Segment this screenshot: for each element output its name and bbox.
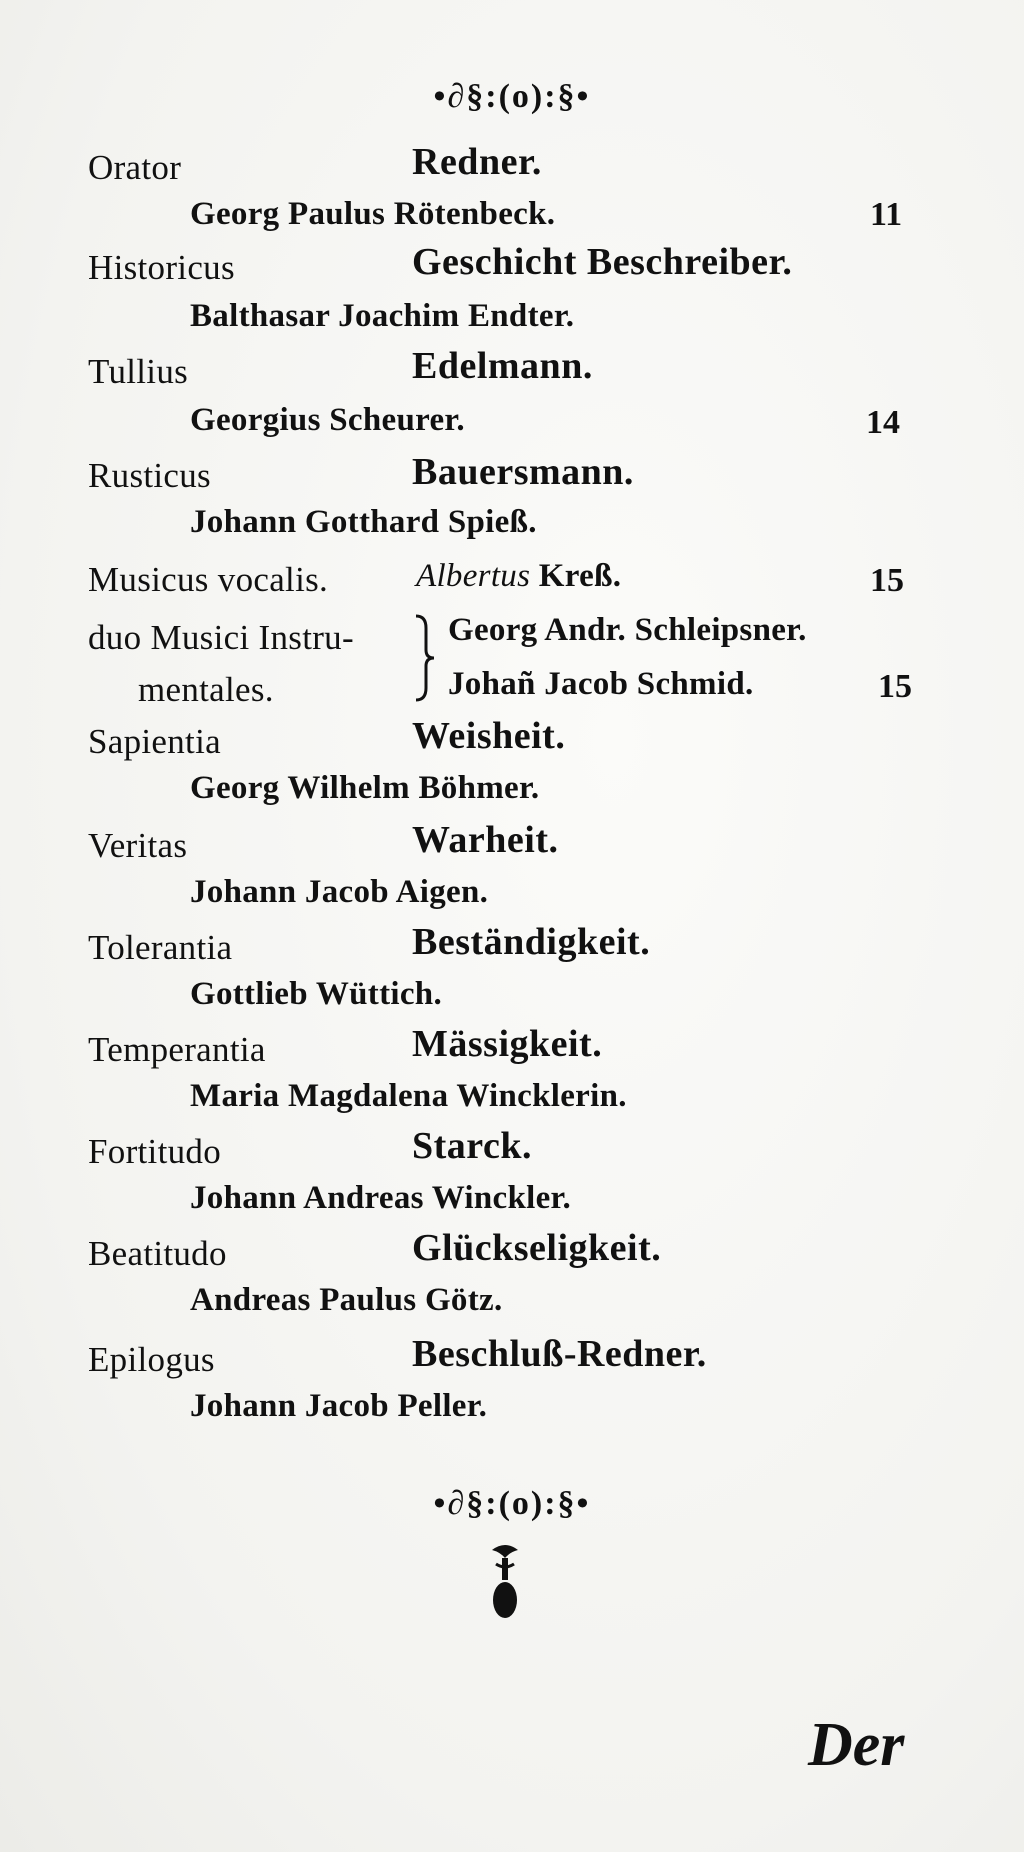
actor-name: Balthasar Joachim Endter.: [190, 298, 575, 334]
latin-role: Epilogus: [88, 1340, 215, 1379]
actor-name: Georgius Scheurer.: [190, 402, 465, 438]
catchword: Der: [808, 1711, 905, 1779]
actor-last-name: Kreß.: [538, 558, 622, 594]
ornament-top: •∂§:(o):§•: [433, 78, 591, 115]
german-role: Redner.: [412, 141, 542, 183]
german-role: Edelmann.: [412, 345, 593, 387]
latin-role: Tolerantia: [88, 928, 233, 967]
german-role: Starck.: [412, 1125, 532, 1167]
latin-role: Beatitudo: [88, 1234, 227, 1273]
actor-first-name: Albertus: [416, 558, 531, 594]
german-role: Mässigkeit.: [412, 1023, 603, 1065]
latin-role: Tullius: [88, 352, 189, 391]
latin-role: Veritas: [88, 826, 188, 865]
latin-role-continued: mentales.: [138, 670, 274, 709]
actor-name: Georg Paulus Rötenbeck.: [190, 196, 556, 232]
page-number: 15: [878, 668, 912, 705]
latin-role: Fortitudo: [88, 1132, 221, 1171]
german-role: Glückseligkeit.: [412, 1227, 662, 1269]
actor-name: Andreas Paulus Götz.: [190, 1282, 503, 1318]
actor-name-musicus: [416, 558, 621, 595]
latin-role: Historicus: [88, 248, 235, 287]
latin-role: Orator: [88, 148, 182, 187]
actor-name: Georg Andr. Schleipsner.: [448, 612, 807, 648]
page-number: 15: [870, 562, 904, 599]
brace-icon: [412, 612, 438, 704]
german-role: Warheit.: [412, 819, 559, 861]
german-role: Geschicht Beschreiber.: [412, 241, 793, 283]
german-role: Weisheit.: [412, 715, 566, 757]
latin-role: Sapientia: [88, 722, 221, 761]
actor-name: Georg Wilhelm Böhmer.: [190, 770, 540, 806]
german-role: Beschluß-Redner.: [412, 1333, 707, 1375]
actor-name: Johann Andreas Winckler.: [190, 1180, 572, 1216]
page-number: 14: [866, 404, 900, 441]
latin-role: Rusticus: [88, 456, 211, 495]
ornament-bottom: •∂§:(o):§•: [433, 1485, 591, 1522]
actor-name: Johann Jacob Aigen.: [190, 874, 489, 910]
actor-name: Maria Magdalena Wincklerin.: [190, 1078, 627, 1114]
german-role: Beständigkeit.: [412, 921, 651, 963]
actor-name: Johann Gotthard Spieß.: [190, 504, 537, 540]
actor-name: Johann Jacob Peller.: [190, 1388, 488, 1424]
page-number: 11: [870, 196, 903, 233]
latin-role: Temperantia: [88, 1030, 266, 1069]
fleuron-icon: [482, 1540, 528, 1622]
actor-name: Gottlieb Wüttich.: [190, 976, 442, 1012]
latin-role: Musicus vocalis.: [88, 560, 329, 599]
actor-name: Johañ Jacob Schmid.: [448, 666, 754, 702]
latin-role: duo Musici Instru-: [88, 618, 354, 657]
german-role: Bauersmann.: [412, 451, 634, 493]
